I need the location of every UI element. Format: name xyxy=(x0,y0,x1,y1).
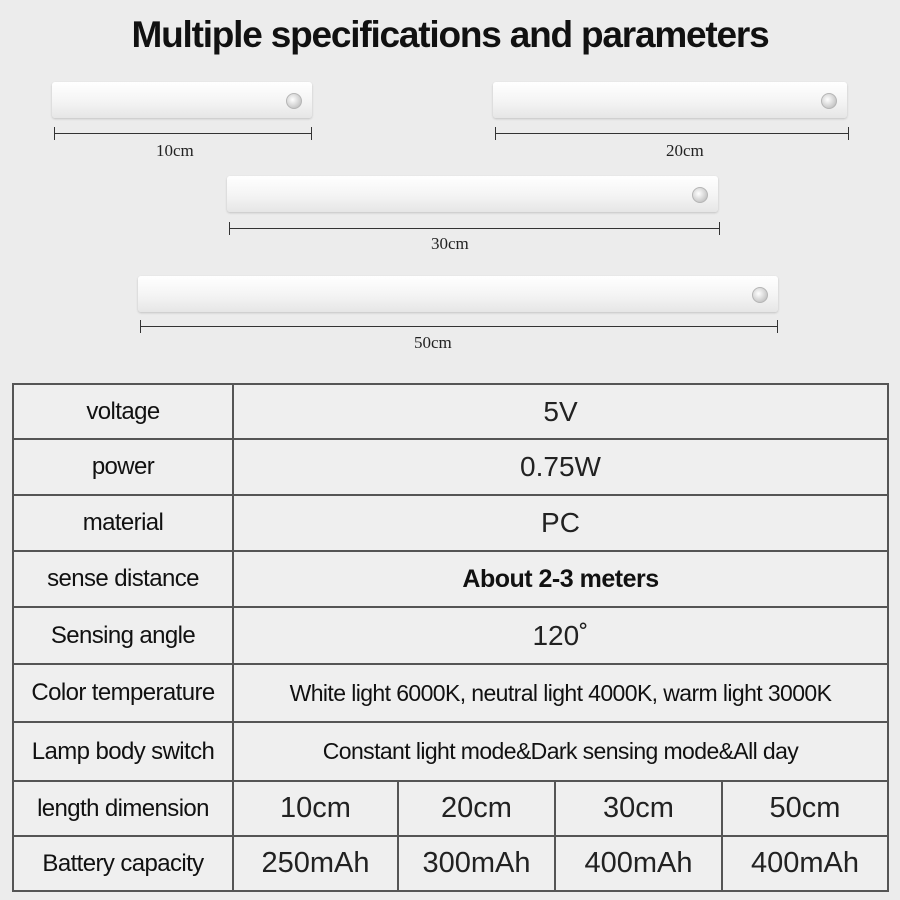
spec-label: Lamp body switch xyxy=(13,722,233,781)
table-row xyxy=(13,836,888,891)
table-row xyxy=(13,722,888,781)
motion-sensor-icon xyxy=(821,93,837,109)
battery-value: 400mAh xyxy=(555,836,722,891)
spec-value: About 2-3 meters xyxy=(233,551,888,607)
dimension-line-50cm xyxy=(140,326,778,327)
spec-label: Sensing angle xyxy=(13,607,233,664)
spec-value: Constant light mode&Dark sensing mode&All day xyxy=(233,722,888,781)
length-value: 20cm xyxy=(398,781,555,836)
battery-value: 400mAh xyxy=(722,836,888,891)
dimension-label-50cm: 50cm xyxy=(414,333,452,352)
lamp-20cm-image xyxy=(493,82,847,118)
dimension-line-10cm xyxy=(54,133,312,134)
table-row xyxy=(13,439,888,495)
spec-label: material xyxy=(13,495,233,551)
dimension-label-30cm: 30cm xyxy=(431,234,469,253)
dimension-line-30cm xyxy=(229,228,720,229)
table-row xyxy=(13,384,888,439)
spec-table xyxy=(12,383,889,892)
table-row xyxy=(13,551,888,607)
length-value: 30cm xyxy=(555,781,722,836)
table-row xyxy=(13,495,888,551)
page-title: Multiple specifications and parameters xyxy=(131,14,769,55)
spec-value: PC xyxy=(233,495,888,551)
dimension-line-20cm xyxy=(495,133,849,134)
spec-label: voltage xyxy=(13,384,233,439)
spec-value: White light 6000K, neutral light 4000K, warm light 3000K xyxy=(233,664,888,722)
length-value: 50cm xyxy=(722,781,888,836)
table-row xyxy=(13,664,888,722)
battery-value: 300mAh xyxy=(398,836,555,891)
spec-value: 0.75W xyxy=(233,439,888,495)
lamp-30cm-image xyxy=(227,176,718,212)
spec-label: Color temperature xyxy=(13,664,233,722)
spec-label: Battery capacity xyxy=(13,836,233,891)
spec-label: length dimension xyxy=(13,781,233,836)
spec-value: 120˚ xyxy=(233,607,888,664)
motion-sensor-icon xyxy=(752,287,768,303)
motion-sensor-icon xyxy=(286,93,302,109)
table-row xyxy=(13,607,888,664)
dimension-label-20cm: 20cm xyxy=(666,141,704,160)
spec-value: 5V xyxy=(233,384,888,439)
battery-value: 250mAh xyxy=(233,836,398,891)
dimension-label-10cm: 10cm xyxy=(156,141,194,160)
spec-label: power xyxy=(13,439,233,495)
length-value: 10cm xyxy=(233,781,398,836)
table-row xyxy=(13,781,888,836)
motion-sensor-icon xyxy=(692,187,708,203)
lamp-50cm-image xyxy=(138,276,778,312)
lamp-10cm-image xyxy=(52,82,312,118)
spec-label: sense distance xyxy=(13,551,233,607)
